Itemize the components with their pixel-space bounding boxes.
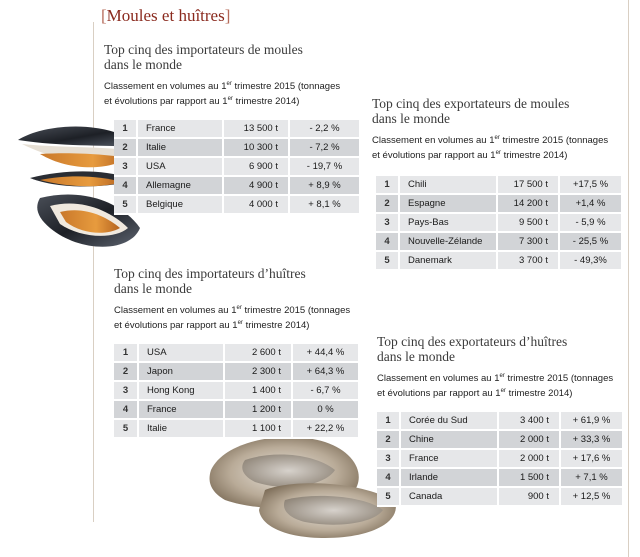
rank-number: 5 xyxy=(376,251,399,270)
table-row xyxy=(114,344,358,362)
volume-value: 3 700 t xyxy=(497,251,559,270)
section-mussel-importers xyxy=(104,42,359,215)
rank-number: 3 xyxy=(114,157,137,176)
country-name: France xyxy=(400,449,498,468)
change-value: + 64,3 % xyxy=(292,362,358,381)
volume-value: 2 000 t xyxy=(498,449,560,468)
table-row xyxy=(114,195,359,214)
country-name: Japon xyxy=(138,362,224,381)
rank-number: 1 xyxy=(377,412,400,430)
country-name: USA xyxy=(137,157,223,176)
section-mussel-exporters xyxy=(372,96,621,271)
volume-value: 17 500 t xyxy=(497,176,559,194)
section-subtitle: Classement en volumes au 1er trimestre 2015 (tonnages et évolutions par rapport au 1er trimestre 2014) xyxy=(377,373,614,400)
volume-value: 900 t xyxy=(498,487,560,506)
volume-value: 2 300 t xyxy=(224,362,292,381)
change-value: + 61,9 % xyxy=(560,412,622,430)
section-title: Top cinq des importateurs de moules dans le monde xyxy=(104,42,303,72)
change-value: + 22,2 % xyxy=(292,419,358,438)
table-row xyxy=(114,381,358,400)
ranking-table xyxy=(114,344,358,439)
change-value: - 5,9 % xyxy=(559,213,621,232)
volume-value: 3 400 t xyxy=(498,412,560,430)
section-subtitle: Classement en volumes au 1er trimestre 2015 (tonnages et évolutions par rapport au 1er trimestre 2014) xyxy=(104,81,341,108)
ranking-table xyxy=(376,176,621,271)
table-row xyxy=(114,419,358,438)
rank-number: 5 xyxy=(114,195,137,214)
change-value: - 25,5 % xyxy=(559,232,621,251)
country-name: Chine xyxy=(400,430,498,449)
table-row xyxy=(114,138,359,157)
volume-value: 14 200 t xyxy=(497,194,559,213)
country-name: France xyxy=(137,120,223,138)
volume-value: 2 600 t xyxy=(224,344,292,362)
volume-value: 4 000 t xyxy=(223,195,289,214)
country-name: Allemagne xyxy=(137,176,223,195)
page-title: [Moules et huîtres] xyxy=(101,6,231,25)
change-value: - 19,7 % xyxy=(289,157,359,176)
volume-value: 6 900 t xyxy=(223,157,289,176)
change-value: - 2,2 % xyxy=(289,120,359,138)
rank-number: 5 xyxy=(114,419,138,438)
rank-number: 3 xyxy=(114,381,138,400)
section-subtitle: Classement en volumes au 1er trimestre 2015 (tonnages et évolutions par rapport au 1er trimestre 2014) xyxy=(114,305,351,332)
rank-number: 1 xyxy=(114,120,137,138)
section-oyster-importers xyxy=(114,266,358,439)
rank-number: 3 xyxy=(376,213,399,232)
rank-number: 3 xyxy=(377,449,400,468)
rank-number: 5 xyxy=(377,487,400,506)
volume-value: 1 400 t xyxy=(224,381,292,400)
rank-number: 1 xyxy=(376,176,399,194)
volume-value: 7 300 t xyxy=(497,232,559,251)
table-row xyxy=(376,176,621,194)
section-title: Top cinq des exportateurs de moules dans le monde xyxy=(372,96,570,126)
section-oyster-exporters xyxy=(377,334,622,507)
rank-number: 1 xyxy=(114,344,138,362)
ranking-table xyxy=(114,120,359,215)
rank-number: 2 xyxy=(376,194,399,213)
country-name: Espagne xyxy=(399,194,497,213)
volume-value: 13 500 t xyxy=(223,120,289,138)
table-row xyxy=(114,362,358,381)
country-name: France xyxy=(138,400,224,419)
country-name: Belgique xyxy=(137,195,223,214)
rank-number: 4 xyxy=(376,232,399,251)
table-row xyxy=(377,487,622,506)
change-value: - 7,2 % xyxy=(289,138,359,157)
change-value: + 44,4 % xyxy=(292,344,358,362)
country-name: Pays-Bas xyxy=(399,213,497,232)
country-name: Canada xyxy=(400,487,498,506)
table-row xyxy=(377,412,622,430)
table-row xyxy=(376,213,621,232)
section-subtitle: Classement en volumes au 1er trimestre 2015 (tonnages et évolutions par rapport au 1er trimestre 2014) xyxy=(372,135,609,162)
change-value: - 6,7 % xyxy=(292,381,358,400)
rank-number: 2 xyxy=(114,362,138,381)
table-row xyxy=(377,468,622,487)
country-name: Irlande xyxy=(400,468,498,487)
country-name: Chili xyxy=(399,176,497,194)
volume-value: 9 500 t xyxy=(497,213,559,232)
table-row xyxy=(376,232,621,251)
table-row xyxy=(376,194,621,213)
ranking-table xyxy=(377,412,622,507)
table-row xyxy=(114,400,358,419)
section-title: Top cinq des exportateurs d’huîtres dans le monde xyxy=(377,334,568,364)
change-value: + 33,3 % xyxy=(560,430,622,449)
country-name: USA xyxy=(138,344,224,362)
table-row xyxy=(114,176,359,195)
change-value: + 8,1 % xyxy=(289,195,359,214)
right-rule xyxy=(628,0,629,557)
change-value: + 17,6 % xyxy=(560,449,622,468)
country-name: Danemark xyxy=(399,251,497,270)
country-name: Italie xyxy=(138,419,224,438)
change-value: + 12,5 % xyxy=(560,487,622,506)
rank-number: 4 xyxy=(377,468,400,487)
volume-value: 1 100 t xyxy=(224,419,292,438)
oysters-illustration xyxy=(205,430,405,542)
volume-value: 1 500 t xyxy=(498,468,560,487)
change-value: +17,5 % xyxy=(559,176,621,194)
volume-value: 10 300 t xyxy=(223,138,289,157)
change-value: + 8,9 % xyxy=(289,176,359,195)
left-rule xyxy=(93,22,94,522)
change-value: 0 % xyxy=(292,400,358,419)
country-name: Corée du Sud xyxy=(400,412,498,430)
country-name: Italie xyxy=(137,138,223,157)
table-row xyxy=(377,449,622,468)
table-row xyxy=(114,157,359,176)
volume-value: 2 000 t xyxy=(498,430,560,449)
country-name: Nouvelle-Zélande xyxy=(399,232,497,251)
change-value: + 7,1 % xyxy=(560,468,622,487)
table-row xyxy=(114,120,359,138)
rank-number: 4 xyxy=(114,400,138,419)
volume-value: 1 200 t xyxy=(224,400,292,419)
section-title: Top cinq des importateurs d’huîtres dans le monde xyxy=(114,266,306,296)
country-name: Hong Kong xyxy=(138,381,224,400)
table-row xyxy=(377,430,622,449)
rank-number: 2 xyxy=(114,138,137,157)
rank-number: 2 xyxy=(377,430,400,449)
change-value: +1,4 % xyxy=(559,194,621,213)
rank-number: 4 xyxy=(114,176,137,195)
volume-value: 4 900 t xyxy=(223,176,289,195)
table-row xyxy=(376,251,621,270)
change-value: - 49,3% xyxy=(559,251,621,270)
